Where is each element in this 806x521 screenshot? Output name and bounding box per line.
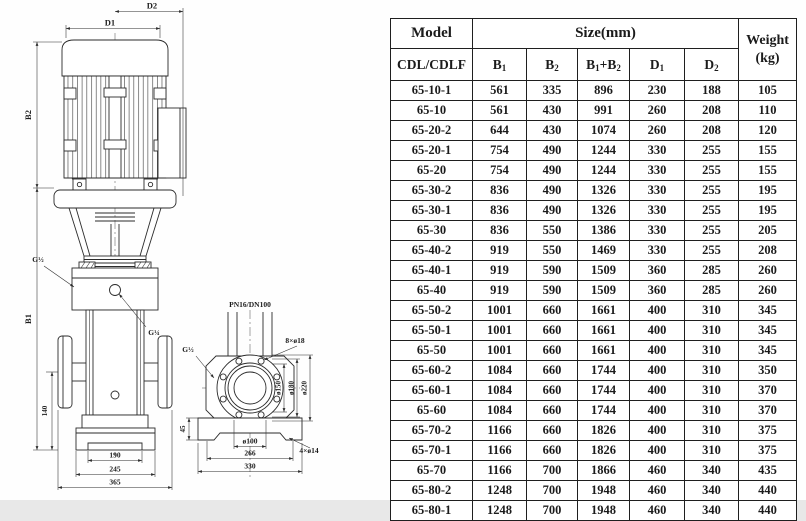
dim-45 (179, 418, 198, 440)
table-row (391, 421, 797, 441)
value-cell: 400 (630, 401, 685, 421)
terminal-box (158, 108, 186, 178)
value-cell: 205 (739, 221, 797, 241)
dim-label-365: 365 (109, 477, 121, 487)
table-row (391, 321, 797, 341)
port-label-g-quarter: G¼ (148, 328, 160, 337)
dim-label-d2: D2 (146, 0, 158, 11)
value-cell: 700 (527, 481, 578, 501)
value-cell: 335 (527, 81, 578, 101)
model-cell: 65-20-2 (391, 121, 473, 141)
value-cell: 1244 (578, 141, 630, 161)
value-cell: 660 (527, 401, 578, 421)
value-cell: 1744 (578, 361, 630, 381)
value-cell: 1166 (473, 441, 527, 461)
value-cell: 644 (473, 121, 527, 141)
model-series-header: CDL/CDLF (391, 49, 473, 81)
motor-foot-bolt (73, 179, 86, 190)
value-cell: 370 (739, 381, 797, 401)
value-cell: 550 (527, 241, 578, 261)
value-cell: 350 (739, 361, 797, 381)
value-cell: 208 (685, 121, 739, 141)
model-cell: 65-60 (391, 401, 473, 421)
table-row (391, 281, 797, 301)
value-cell: 460 (630, 461, 685, 481)
weight-header-line1: Weight (746, 33, 789, 48)
value-cell: 255 (685, 141, 739, 161)
value-cell: 1509 (578, 261, 630, 281)
table-row (391, 341, 797, 361)
value-cell: 836 (473, 221, 527, 241)
discharge-flange (158, 336, 172, 408)
table-row (391, 401, 797, 421)
model-cell: 65-10 (391, 101, 473, 121)
value-cell: 400 (630, 301, 685, 321)
value-cell: 1001 (473, 321, 527, 341)
value-cell: 375 (739, 421, 797, 441)
dim-label-140: 140 (41, 405, 49, 417)
motor-foot-bolt (144, 179, 157, 190)
value-cell: 1744 (578, 401, 630, 421)
callout-fill-port (32, 255, 74, 287)
dim-label-d220: ø220 (300, 381, 309, 395)
table-row (391, 181, 797, 201)
value-cell: 260 (630, 101, 685, 121)
model-cell: 65-20 (391, 161, 473, 181)
weight-header (739, 19, 797, 81)
dim-label-266: 266 (244, 448, 256, 458)
model-header: Model (391, 19, 473, 49)
model-cell: 65-40-2 (391, 241, 473, 261)
value-cell: 590 (527, 261, 578, 281)
table-row (391, 301, 797, 321)
value-cell: 430 (527, 101, 578, 121)
value-cell: 590 (527, 281, 578, 301)
col-header-b1b2: $B_1+B_2$ (578, 49, 630, 81)
value-cell: 195 (739, 181, 797, 201)
model-cell: 65-40 (391, 281, 473, 301)
value-cell: 896 (578, 81, 630, 101)
value-cell: 340 (685, 461, 739, 481)
port-label-g-half: G½ (32, 255, 44, 264)
value-cell: 1744 (578, 381, 630, 401)
value-cell: 400 (630, 441, 685, 461)
value-cell: 754 (473, 161, 527, 181)
dim-B2 (23, 42, 62, 188)
dim-label-245: 245 (109, 464, 121, 474)
model-cell: 65-80-1 (391, 501, 473, 521)
value-cell: 660 (527, 441, 578, 461)
flange-outer-circle (217, 355, 283, 421)
value-cell: 310 (685, 381, 739, 401)
pump-flange-view (179, 300, 319, 478)
value-cell: 1326 (578, 201, 630, 221)
value-cell: 1826 (578, 421, 630, 441)
value-cell: 919 (473, 241, 527, 261)
model-cell: 65-80-2 (391, 481, 473, 501)
bolt-holes-label: 8×ø18 (285, 336, 305, 345)
value-cell: 700 (527, 501, 578, 521)
value-cell: 1074 (578, 121, 630, 141)
suction-flange (58, 336, 72, 408)
model-cell: 65-50-1 (391, 321, 473, 341)
callout-base-holes (289, 438, 319, 455)
table-row (391, 381, 797, 401)
vent-plug (110, 285, 121, 296)
table-body (391, 81, 797, 521)
lantern-leg (69, 208, 84, 256)
value-cell: 345 (739, 341, 797, 361)
value-cell: 919 (473, 281, 527, 301)
model-cell: 65-30-2 (391, 181, 473, 201)
value-cell: 1826 (578, 441, 630, 461)
value-cell: 330 (630, 181, 685, 201)
value-cell: 310 (685, 341, 739, 361)
table-row (391, 241, 797, 261)
value-cell: 330 (630, 221, 685, 241)
value-cell: 836 (473, 201, 527, 221)
value-cell: 370 (739, 401, 797, 421)
table-row (391, 201, 797, 221)
value-cell: 208 (685, 101, 739, 121)
value-cell: 660 (527, 301, 578, 321)
value-cell: 345 (739, 321, 797, 341)
value-cell: 155 (739, 161, 797, 181)
model-cell: 65-60-2 (391, 361, 473, 381)
col-header-b1: $B_1$ (473, 49, 527, 81)
base-holes-label: 4×ø14 (299, 446, 319, 455)
value-cell: 400 (630, 361, 685, 381)
model-cell: 65-70-1 (391, 441, 473, 461)
value-cell: 230 (630, 81, 685, 101)
table-row (391, 161, 797, 181)
value-cell: 360 (630, 261, 685, 281)
value-cell: 991 (578, 101, 630, 121)
value-cell: 285 (685, 261, 739, 281)
value-cell: 700 (527, 461, 578, 481)
table-row (391, 481, 797, 501)
value-cell: 400 (630, 341, 685, 361)
value-cell: 561 (473, 81, 527, 101)
value-cell: 490 (527, 161, 578, 181)
value-cell: 255 (685, 161, 739, 181)
value-cell: 1001 (473, 341, 527, 361)
value-cell: 345 (739, 301, 797, 321)
value-cell: 1509 (578, 281, 630, 301)
motor-fan-cover (62, 40, 168, 76)
value-cell: 310 (685, 321, 739, 341)
dim-label-d150: ø150 (274, 381, 283, 395)
value-cell: 208 (739, 241, 797, 261)
value-cell: 1326 (578, 181, 630, 201)
value-cell: 1661 (578, 341, 630, 361)
value-cell: 1001 (473, 301, 527, 321)
value-cell: 340 (685, 481, 739, 501)
col-header-d1: $D_1$ (630, 49, 685, 81)
value-cell: 400 (630, 421, 685, 441)
dim-label-d1: D1 (104, 17, 116, 28)
value-cell: 255 (685, 201, 739, 221)
value-cell: 330 (630, 161, 685, 181)
value-cell: 550 (527, 221, 578, 241)
value-cell: 195 (739, 201, 797, 221)
table-header-row-2 (391, 49, 797, 81)
value-cell: 1469 (578, 241, 630, 261)
value-cell: 1661 (578, 321, 630, 341)
value-cell: 1661 (578, 301, 630, 321)
value-cell: 1386 (578, 221, 630, 241)
value-cell: 105 (739, 81, 797, 101)
value-cell: 255 (685, 181, 739, 201)
value-cell: 260 (630, 121, 685, 141)
value-cell: 255 (685, 221, 739, 241)
dim-label-b2: B2 (23, 110, 33, 120)
model-cell: 65-50-2 (391, 301, 473, 321)
model-cell: 65-50 (391, 341, 473, 361)
coupling-flange-plate (54, 190, 176, 208)
dim-label-d100: ø100 (242, 436, 258, 446)
value-cell: 310 (685, 421, 739, 441)
model-cell: 65-60-1 (391, 381, 473, 401)
col-header-d2: $D_2$ (685, 49, 739, 81)
value-cell: 490 (527, 201, 578, 221)
model-cell: 65-20-1 (391, 141, 473, 161)
drain-plug (111, 391, 119, 399)
value-cell: 1166 (473, 421, 527, 441)
value-cell: 660 (527, 361, 578, 381)
pump-technical-drawing (0, 0, 390, 500)
value-cell: 310 (685, 441, 739, 461)
value-cell: 155 (739, 141, 797, 161)
value-cell: 435 (739, 461, 797, 481)
dim-140 (41, 372, 58, 450)
model-cell: 65-10-1 (391, 81, 473, 101)
value-cell: 1248 (473, 501, 527, 521)
weight-header-line2: (kg) (755, 50, 780, 66)
table-row (391, 501, 797, 521)
value-cell: 754 (473, 141, 527, 161)
value-cell: 330 (630, 201, 685, 221)
pump-front-view (23, 1, 186, 491)
size-group-header: Size(mm) (473, 19, 739, 49)
table-header-row-1 (391, 19, 797, 49)
value-cell: 1948 (578, 501, 630, 521)
value-cell: 1866 (578, 461, 630, 481)
value-cell: 460 (630, 501, 685, 521)
model-cell: 65-30-1 (391, 201, 473, 221)
value-cell: 110 (739, 101, 797, 121)
value-cell: 1084 (473, 401, 527, 421)
table-row (391, 361, 797, 381)
value-cell: 285 (685, 281, 739, 301)
value-cell: 188 (685, 81, 739, 101)
value-cell: 1244 (578, 161, 630, 181)
table-row (391, 461, 797, 481)
dim-190 (88, 451, 142, 464)
value-cell: 1084 (473, 381, 527, 401)
value-cell: 430 (527, 121, 578, 141)
value-cell: 330 (630, 241, 685, 261)
value-cell: 660 (527, 421, 578, 441)
value-cell: 120 (739, 121, 797, 141)
value-cell: 1948 (578, 481, 630, 501)
dim-label-190: 190 (109, 450, 121, 460)
base-upper (82, 415, 148, 428)
dim-label-45: 45 (179, 425, 187, 433)
value-cell: 440 (739, 481, 797, 501)
table-row (391, 261, 797, 281)
table-row (391, 141, 797, 161)
table-row (391, 121, 797, 141)
value-cell: 919 (473, 261, 527, 281)
value-cell: 1248 (473, 481, 527, 501)
value-cell: 561 (473, 101, 527, 121)
table-row (391, 221, 797, 241)
value-cell: 660 (527, 321, 578, 341)
value-cell: 660 (527, 381, 578, 401)
value-cell: 360 (630, 281, 685, 301)
value-cell: 490 (527, 181, 578, 201)
value-cell: 490 (527, 141, 578, 161)
dim-label-330: 330 (244, 461, 256, 471)
value-cell: 660 (527, 341, 578, 361)
value-cell: 340 (685, 501, 739, 521)
model-cell: 65-30 (391, 221, 473, 241)
value-cell: 310 (685, 401, 739, 421)
tap-label: G½ (182, 345, 194, 354)
lantern-leg (146, 208, 161, 256)
table-row (391, 101, 797, 121)
table-row (391, 81, 797, 101)
value-cell: 255 (685, 241, 739, 261)
value-cell: 260 (739, 261, 797, 281)
value-cell: 310 (685, 361, 739, 381)
value-cell: 1166 (473, 461, 527, 481)
value-cell: 375 (739, 441, 797, 461)
dim-label-d180: ø180 (287, 381, 296, 395)
value-cell: 1084 (473, 361, 527, 381)
dimension-table (390, 18, 797, 521)
table-row (391, 441, 797, 461)
value-cell: 260 (739, 281, 797, 301)
flange-standard-label: PN16/DN100 (229, 300, 271, 309)
dim-label-b1: B1 (23, 314, 33, 324)
dim-D1 (66, 18, 160, 39)
value-cell: 460 (630, 481, 685, 501)
model-cell: 65-40-1 (391, 261, 473, 281)
value-cell: 440 (739, 501, 797, 521)
value-cell: 400 (630, 381, 685, 401)
value-cell: 310 (685, 301, 739, 321)
value-cell: 330 (630, 141, 685, 161)
value-cell: 400 (630, 321, 685, 341)
value-cell: 836 (473, 181, 527, 201)
col-header-b2: $B_2$ (527, 49, 578, 81)
model-cell: 65-70-2 (391, 421, 473, 441)
model-cell: 65-70 (391, 461, 473, 481)
